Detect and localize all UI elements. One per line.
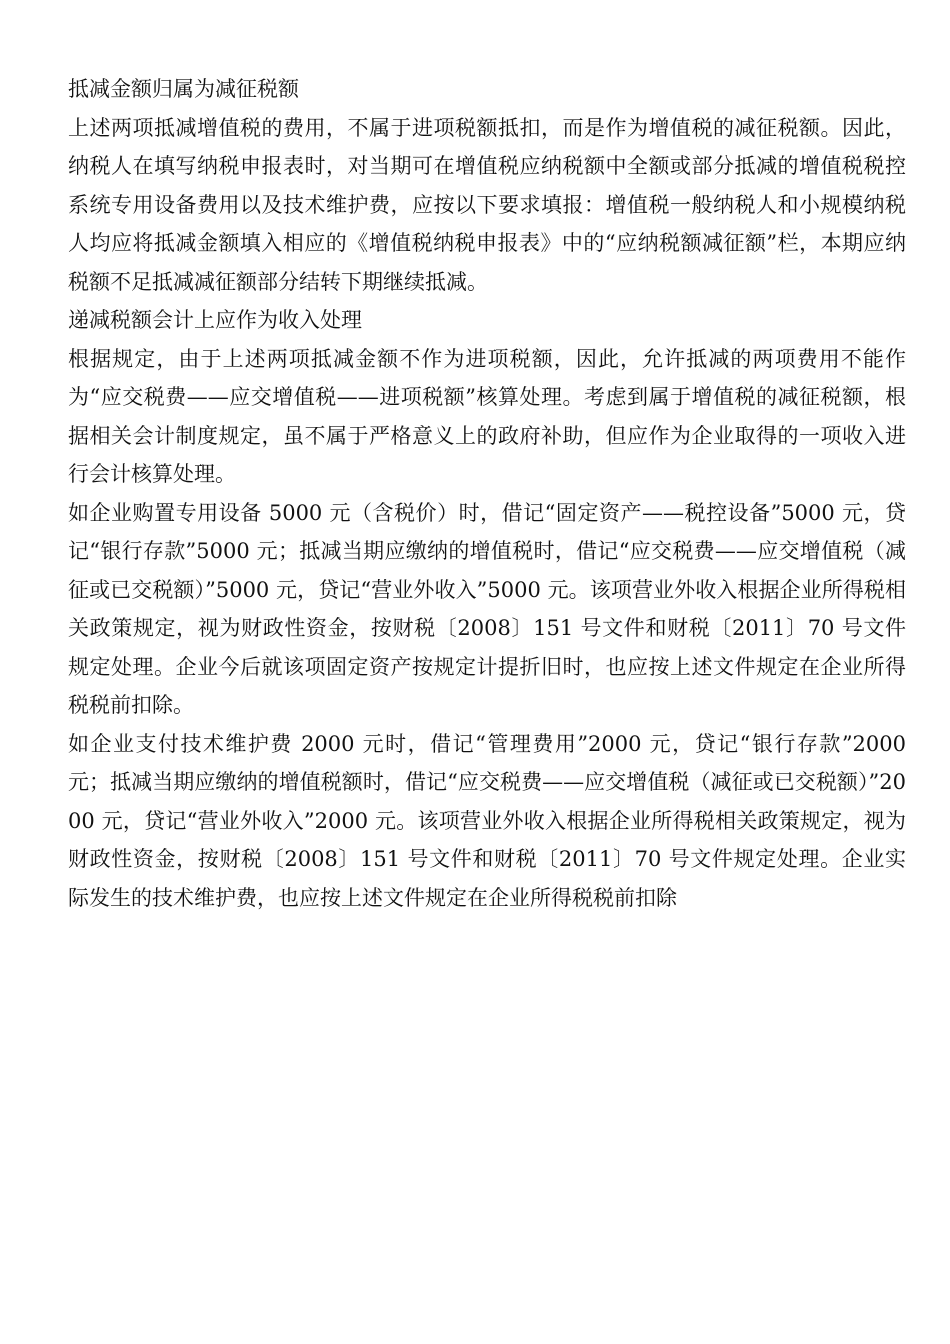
paragraph-maintenance-example: 如企业支付技术维护费 2000 元时，借记“管理费用”2000 元，贷记“银行存款”2000 元；抵减当期应缴纳的增值税额时，借记“应交税费——应交增值税（减征或已交税额）”2000 元，贷记“营业外收入”2000 元。该项营业外收入根据企业所得税相关政策规定，视为财政性资金，按财税〔2008〕151 号文件和财税〔2011〕70 号文件规定处理。企业实际发生的技术维护费，也应按上述文件规定在企业所得税税前扣除	[68, 731, 906, 910]
paragraph-accounting-principle: 根据规定，由于上述两项抵减金额不作为进项税额，因此，允许抵减的两项费用不能作为“应交税费——应交增值税——进项税额”核算处理。考虑到属于增值税的减征税额，根据相关会计制度规定，虽不属于严格意义上的政府补助，但应作为企业取得的一项收入进行会计核算处理。	[68, 346, 906, 486]
section-heading-deduction-attribution: 抵减金额归属为减征税额	[68, 77, 299, 101]
paragraph-equipment-example: 如企业购置专用设备 5000 元（含税价）时，借记“固定资产——税控设备”5000 元，贷记“银行存款”5000 元；抵减当期应缴纳的增值税时，借记“应交税费——应交增值税（减征或已交税额）”5000 元，贷记“营业外收入”5000 元。该项营业外收入根据企业所得税相关政策规定，视为财政性资金，按财税〔2008〕151 号文件和财税〔2011〕70 号文件规定处理。企业今后就该项固定资产按规定计提折旧时，也应按上述文件规定在企业所得税税前扣除。	[68, 500, 906, 717]
document-page	[68, 70, 906, 917]
paragraph-deduction-reporting: 上述两项抵减增值税的费用，不属于进项税额抵扣，而是作为增值税的减征税额。因此，纳税人在填写纳税申报表时，对当期可在增值税应纳税额中全额或部分抵减的增值税税控系统专用设备费用以及技术维护费，应按以下要求填报：增值税一般纳税人和小规模纳税人均应将抵减金额填入相应的《增值税纳税申报表》中的“应纳税额减征额”栏，本期应纳税额不足抵减减征额部分结转下期继续抵减。	[68, 115, 906, 294]
section-heading-accounting-treatment: 递减税额会计上应作为收入处理	[68, 308, 362, 332]
